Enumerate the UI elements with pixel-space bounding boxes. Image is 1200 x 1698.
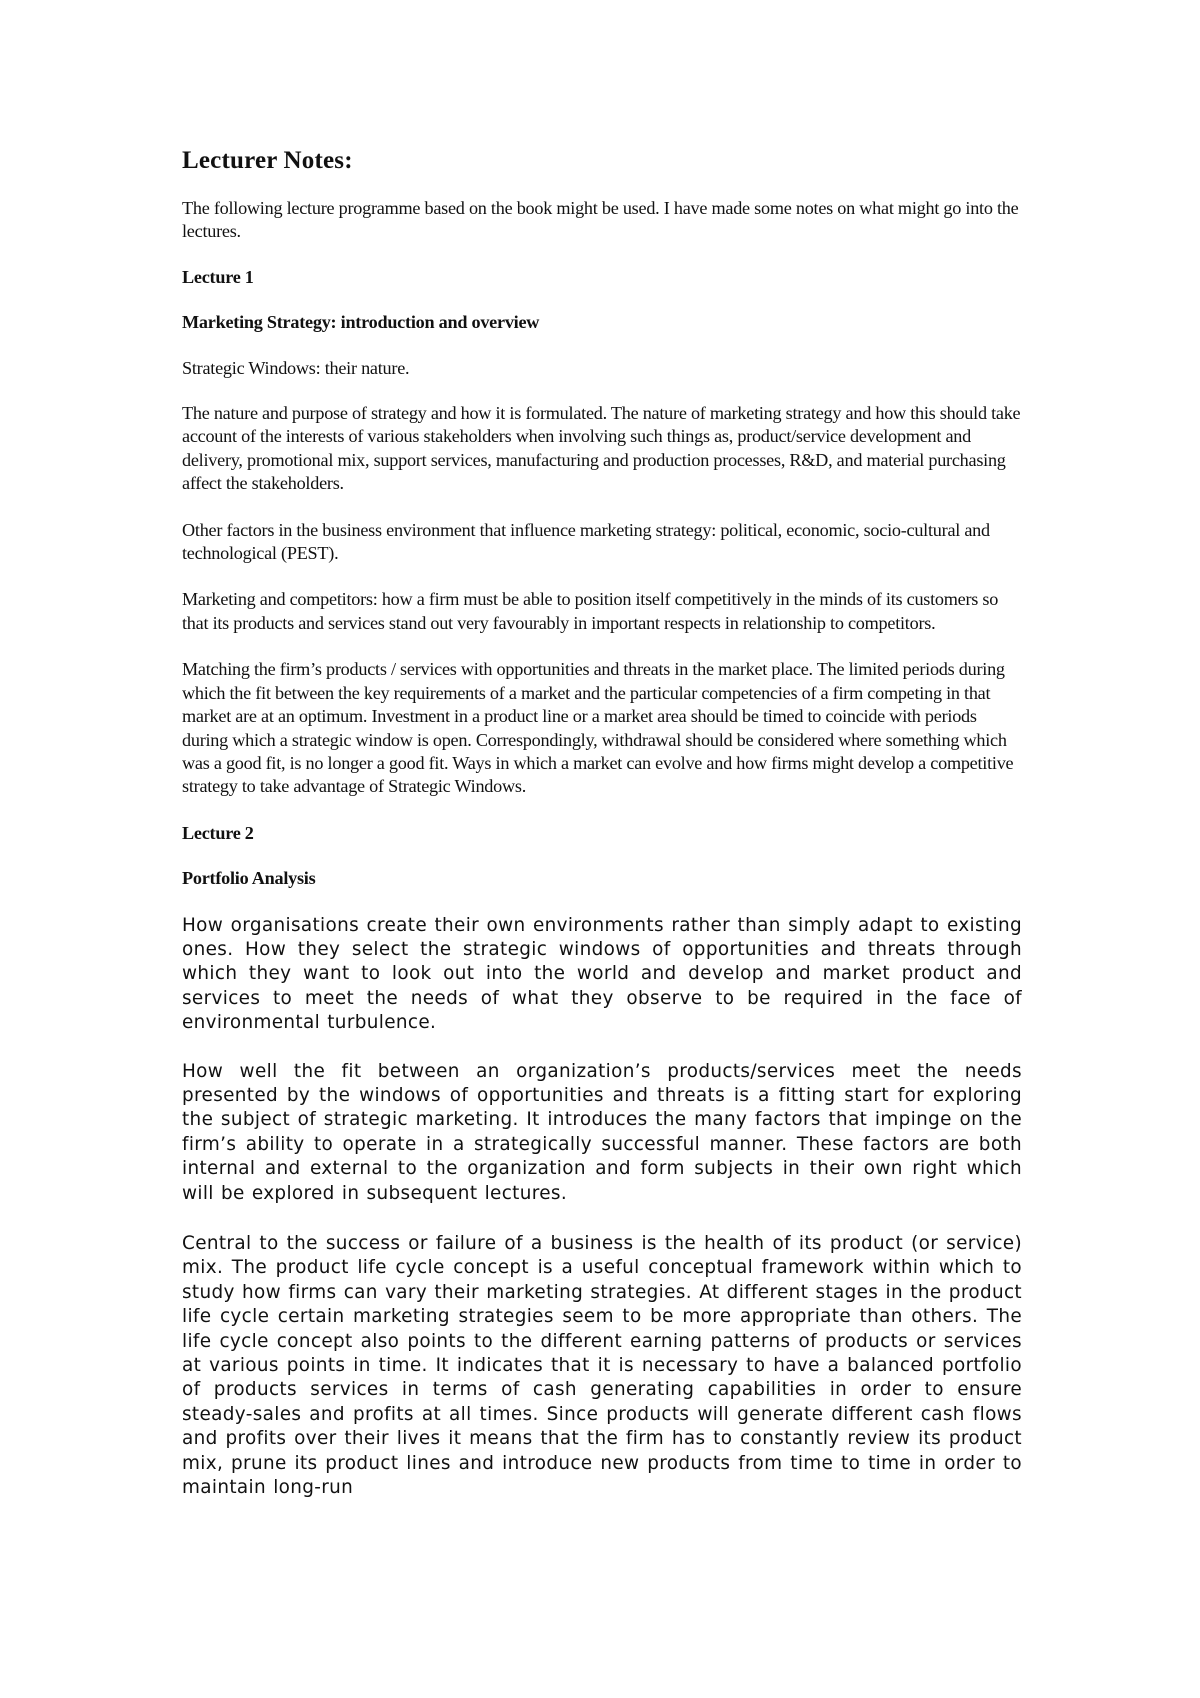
lecture-1-heading: Marketing Strategy: introduction and overview <box>182 312 540 333</box>
lecture-2-paragraph: How organisations create their own environments rather than simply adapt to existing ones. How they select the strategic windows of opportunities and threats through which they want to look out into the world and develop and market product and services to meet the needs of what they observe to be required in the face of environmental turbulence. <box>182 914 1022 1034</box>
lecture-1-paragraph: Marketing and competitors: how a firm must be able to position itself competitively in the minds of its customers so that its products and services stand out very favourably in important respects in relationship to competitors. <box>182 589 999 633</box>
lecture-1-paragraph: Matching the firm’s products / services with opportunities and threats in the market place. The limited periods during which the fit between the key requirements of a market and the particular competencies of a firm competing in that market are at an optimum. Investment in a product line or a market area should be timed to coincide with periods during which a strategic window is open. Correspondingly, withdrawal should be considered where something which was a good fit, is no longer a good fit. Ways in which a market can evolve and how firms might develop a competitive strategy to take advantage of Strategic Windows. <box>182 659 1014 797</box>
lecture-1-paragraph: The nature and purpose of strategy and how it is formulated. The nature of marketing strategy and how this should take account of the interests of various stakeholders when involving such things as, product/service development and delivery, promotional mix, support services, manufacturing and production processes, R&D, and material purchasing affect the stakeholders. <box>182 403 1021 494</box>
page-title: Lecturer Notes: <box>182 147 353 174</box>
lecture-1-paragraph: Strategic Windows: their nature. <box>182 357 410 378</box>
intro-paragraph: The following lecture programme based on the book might be used. I have made some notes on what might go into the lectures. <box>182 198 1019 242</box>
lecture-2-paragraph: Central to the success or failure of a business is the health of its product (or service) mix. The product life cycle concept is a useful conceptual framework within which to study how firms can vary their marketing strategies. At different stages in the product life cycle certain marketing strategies seem to be more appropriate than others. The life cycle concept also points to the different earning patterns of products or services at various points in time. It indicates that it is necessary to have a balanced portfolio of products services in terms of cash generating capabilities in order to ensure steady-sales and profits at all times. Since products will generate different cash flows and profits over their lives it means that the firm has to constantly review its product mix, prune its product lines and introduce new products from time to time in order to maintain long-run <box>182 1233 1022 1499</box>
lecture-2-paragraph: How well the fit between an organization’s products/services meet the needs presented by the windows of opportunities and threats is a fitting start for exploring the subject of strategic marketing. It introduces the many factors that impinge on the firm’s ability to operate in a strategically successful manner. These factors are both internal and external to the organization and form subjects in their own right which will be explored in subsequent lectures. <box>182 1060 1022 1204</box>
lecture-1-label: Lecture 1 <box>182 266 254 287</box>
lecture-2-label: Lecture 2 <box>182 822 254 843</box>
document-page <box>182 146 1022 1500</box>
lecture-1-paragraph: Other factors in the business environment that influence marketing strategy: political, economic, socio-cultural and technological (PEST). <box>182 519 990 564</box>
lecture-2-heading: Portfolio Analysis <box>182 868 316 889</box>
